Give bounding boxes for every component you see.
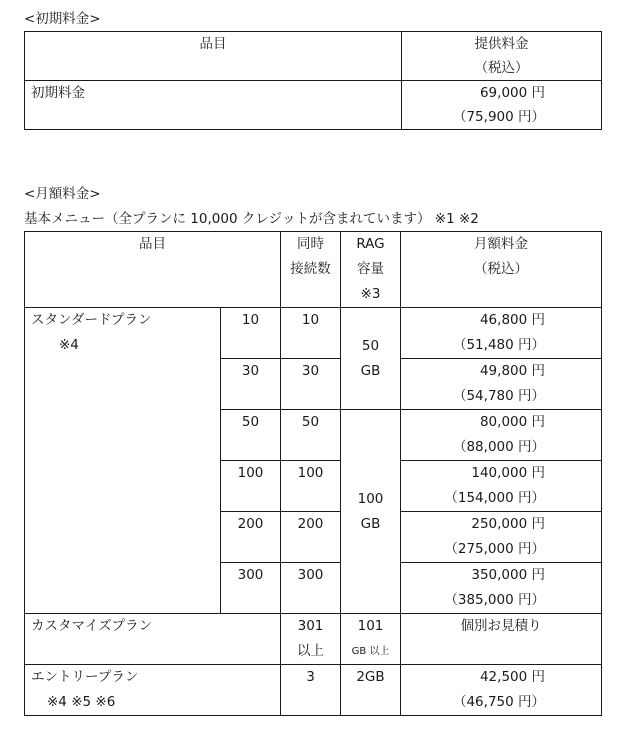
- rag-cell: 2GB: [341, 665, 401, 716]
- table-row: [25, 614, 602, 665]
- users-cell: 200: [221, 512, 281, 563]
- price-cell: 42,500 円 （46,750 円）: [401, 665, 602, 716]
- item-name: 初期料金: [25, 81, 402, 130]
- rag-cell: 101 GB 以上: [341, 614, 401, 665]
- entry-plan-cell: エントリープラン ※4 ※5 ※6: [25, 665, 281, 716]
- price-cell: 250,000 円 （275,000 円）: [401, 512, 602, 563]
- table-row: [25, 665, 602, 716]
- connections-cell: 50: [281, 410, 341, 461]
- connections-cell: 30: [281, 359, 341, 410]
- price-cell: 46,800 円 （51,480 円）: [401, 308, 602, 359]
- initial-fee-table: [24, 31, 602, 130]
- monthly-subtitle: 基本メニュー（全プランに 10,000 クレジットが含まれています） ※1 ※2: [24, 211, 479, 227]
- users-cell: 300: [221, 563, 281, 614]
- connections-cell: 300: [281, 563, 341, 614]
- rag-cell: 50 GB: [341, 308, 401, 410]
- users-cell: 100: [221, 461, 281, 512]
- users-cell: 50: [221, 410, 281, 461]
- header-price: 提供料金 （税込）: [402, 32, 602, 81]
- connections-cell: 200: [281, 512, 341, 563]
- custom-plan-name: カスタマイズプラン: [25, 614, 281, 665]
- table-row: [25, 308, 602, 359]
- price-cell: 49,800 円 （54,780 円）: [401, 359, 602, 410]
- table-header-row: [25, 232, 602, 308]
- users-cell: 10: [221, 308, 281, 359]
- initial-fee-title: <初期料金>: [24, 11, 101, 27]
- monthly-fee-table: [24, 231, 602, 716]
- header-connections: 同時 接続数: [281, 232, 341, 308]
- header-item: 品目: [25, 32, 402, 81]
- connections-cell: 3: [281, 665, 341, 716]
- header-rag: RAG 容量 ※3: [341, 232, 401, 308]
- header-item: 品目: [25, 232, 281, 308]
- price-cell: 80,000 円 （88,000 円）: [401, 410, 602, 461]
- standard-plan-cell: スタンダードプラン ※4: [25, 308, 221, 614]
- users-cell: 30: [221, 359, 281, 410]
- price-cell: 個別お見積り: [401, 614, 602, 665]
- table-row: [25, 81, 602, 130]
- price-cell: 69,000 円 （75,900 円）: [402, 81, 602, 130]
- price-cell: 140,000 円 （154,000 円）: [401, 461, 602, 512]
- rag-cell: 100 GB: [341, 410, 401, 614]
- table-header-row: [25, 32, 602, 81]
- connections-cell: 301 以上: [281, 614, 341, 665]
- monthly-fee-title: <月額料金>: [24, 186, 101, 202]
- price-cell: 350,000 円 （385,000 円）: [401, 563, 602, 614]
- header-monthly-price: 月額料金 （税込）: [401, 232, 602, 308]
- connections-cell: 10: [281, 308, 341, 359]
- connections-cell: 100: [281, 461, 341, 512]
